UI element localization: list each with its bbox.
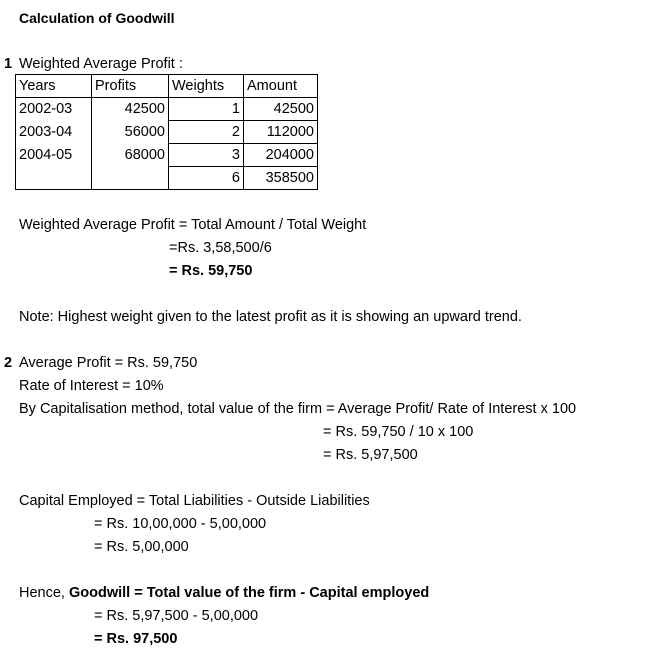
header-years: Years	[16, 75, 92, 98]
ce-step-2: = Rs. 5,00,000	[94, 539, 189, 555]
section-1-number: 1	[4, 56, 13, 72]
cell-year: 2004-05	[16, 144, 92, 167]
table-total-row	[16, 167, 318, 190]
cell-amount: 204000	[244, 144, 318, 167]
weighted-profit-table	[15, 74, 318, 190]
section-1-heading: Weighted Average Profit :	[19, 56, 183, 72]
cell-year: 2003-04	[16, 121, 92, 144]
header-weights: Weights	[169, 75, 244, 98]
table-row	[16, 121, 318, 144]
header-amount: Amount	[244, 75, 318, 98]
cap-step-2: = Rs. 5,97,500	[323, 447, 418, 463]
gw-result: = Rs. 97,500	[94, 631, 178, 647]
cell-amount: 112000	[244, 121, 318, 144]
goodwill-formula: Goodwill = Total value of the firm - Capital employed	[68, 585, 430, 601]
hence-prefix: Hence,	[19, 585, 69, 601]
hence-line	[19, 584, 429, 602]
header-profits: Profits	[92, 75, 169, 98]
table-row	[16, 98, 318, 121]
cell-profit: 68000	[92, 144, 169, 167]
wap-result: = Rs. 59,750	[169, 263, 253, 279]
cell-year: 2002-03	[16, 98, 92, 121]
table-header-row	[16, 75, 318, 98]
cell-empty	[16, 167, 92, 190]
note-text: Note: Highest weight given to the latest profit as it is showing an upward trend.	[19, 309, 522, 325]
table-row	[16, 144, 318, 167]
wap-step: =Rs. 3,58,500/6	[169, 240, 272, 256]
cell-weight: 1	[169, 98, 244, 121]
avg-profit-line: Average Profit = Rs. 59,750	[19, 355, 198, 371]
wap-formula: Weighted Average Profit = Total Amount / Total Weight	[19, 217, 367, 233]
rate-line: Rate of Interest = 10%	[19, 378, 164, 394]
gw-step-1: = Rs. 5,97,500 - 5,00,000	[94, 608, 259, 624]
capital-employed-line: Capital Employed = Total Liabilities - Outside Liabilities	[19, 493, 370, 509]
cell-profit: 56000	[92, 121, 169, 144]
cell-weight: 2	[169, 121, 244, 144]
section-2-number: 2	[4, 355, 13, 371]
cap-method-line: By Capitalisation method, total value of the firm = Average Profit/ Rate of Interest x 100	[19, 401, 577, 417]
total-amount: 358500	[244, 167, 318, 190]
cell-profit: 42500	[92, 98, 169, 121]
cap-step-1: = Rs. 59,750 / 10 x 100	[323, 424, 474, 440]
page-title: Calculation of Goodwill	[19, 10, 175, 26]
cell-amount: 42500	[244, 98, 318, 121]
total-weight: 6	[169, 167, 244, 190]
ce-step-1: = Rs. 10,00,000 - 5,00,000	[94, 516, 267, 532]
cell-empty	[92, 167, 169, 190]
cell-weight: 3	[169, 144, 244, 167]
